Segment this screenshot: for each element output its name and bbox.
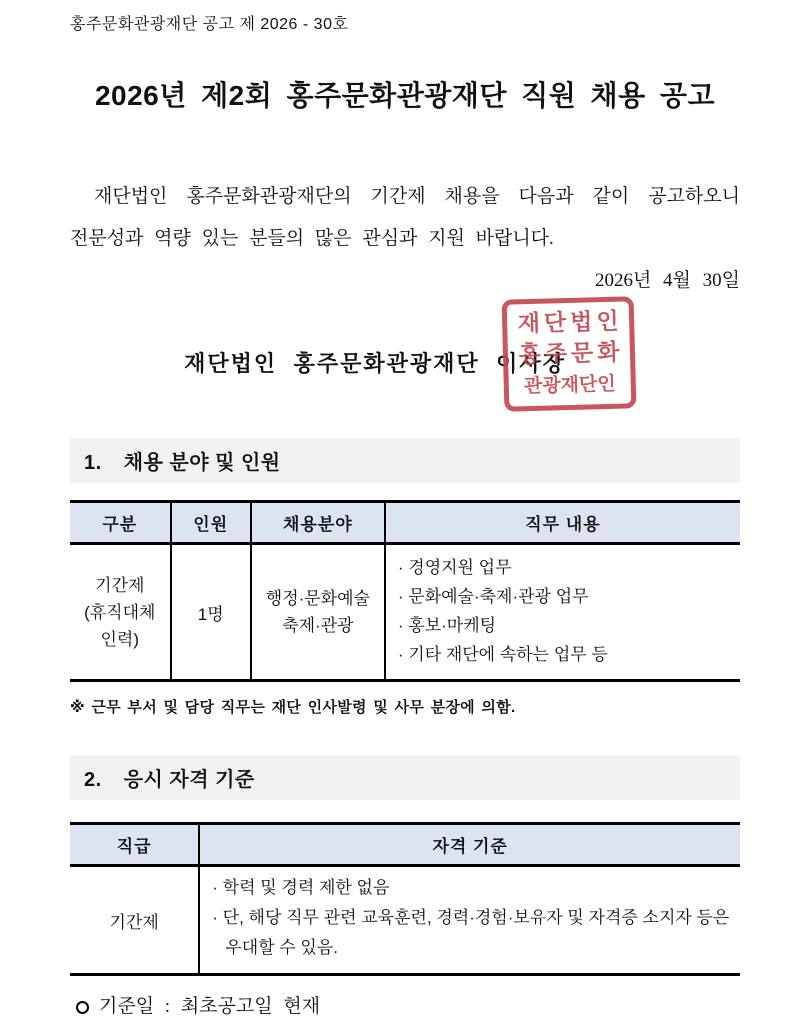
section-title: 응시 자격 기준 — [123, 769, 255, 791]
col-header-duties: 직무 내용 — [385, 502, 740, 544]
duty-item: · 기타 재단에 속하는 업무 등 — [397, 645, 608, 664]
section-heading-2 — [70, 755, 740, 800]
official-seal-stamp — [502, 296, 637, 411]
col-header-criteria: 자격 기준 — [199, 824, 740, 866]
table-note: ※ 근무 부서 및 담당 직무는 재단 인사발령 및 사무 분장에 의함. — [70, 699, 516, 716]
category-cell — [70, 544, 171, 681]
section-title: 채용 분야 및 인원 — [123, 452, 281, 474]
criteria-cell — [199, 866, 740, 975]
headcount-cell: 1명 — [171, 544, 251, 681]
signature-line: 재단법인 홍주문화관광재단 이사장 — [184, 351, 566, 376]
criteria-item: · 단, 해당 직무 관련 교육훈련, 경력·경험·보유자 및 자격증 소지자 등은 — [212, 908, 730, 927]
category-line: 인력) — [100, 629, 139, 649]
category-line: (휴직대체 — [84, 602, 156, 622]
col-header-field: 채용분야 — [251, 502, 385, 544]
grade-cell: 기간제 — [109, 912, 159, 932]
duties-cell — [385, 544, 740, 681]
base-date-text: 기준일 : 최초공고일 현재 — [99, 996, 321, 1017]
duty-item: · 문화예술·축제·관광 업무 — [397, 587, 589, 606]
field-line: 축제·관광 — [282, 616, 354, 635]
criteria-item: · 학력 및 경력 제한 없음 — [212, 878, 390, 897]
base-date-line — [70, 994, 740, 1020]
duty-item: · 홍보·마케팅 — [397, 616, 497, 635]
signature-block — [70, 296, 740, 436]
table-header-row — [70, 824, 740, 866]
seal-text-line: 재단법인 — [517, 308, 623, 336]
table-row — [70, 544, 740, 681]
field-cell — [251, 544, 385, 681]
section-heading-1 — [70, 438, 740, 483]
intro-line-2: 전문성과 역량 있는 분들의 많은 관심과 지원 바랍니다. — [70, 228, 554, 249]
duty-item: · 경영지원 업무 — [397, 558, 512, 577]
intro-line-1: 재단법인 홍주문화관광재단의 기간제 채용을 다음과 같이 공고하오니 — [94, 186, 740, 207]
doc-number: 홍주문화관광재단 공고 제 2026 - 30호 — [70, 16, 349, 33]
table-header-row — [70, 502, 740, 544]
table-row — [70, 866, 740, 975]
announcement-date: 2026년 4월 30일 — [594, 270, 740, 291]
page-title: 2026년 제2회 홍주문화관광재단 직원 채용 공고 — [94, 80, 716, 111]
col-header-grade: 직급 — [70, 824, 199, 866]
col-header-headcount: 인원 — [171, 502, 251, 544]
col-header-category: 구분 — [70, 502, 171, 544]
section-number: 2. — [84, 769, 102, 791]
criteria-item: 우대할 수 있음. — [225, 938, 338, 957]
seal-text-line: 관광재단인 — [523, 373, 616, 397]
section-number: 1. — [84, 452, 102, 474]
qualification-table — [70, 822, 740, 976]
seal-text-line: 홍주문화 — [518, 339, 624, 368]
field-line: 행정·문화예술 — [265, 589, 370, 608]
category-line: 기간제 — [95, 575, 145, 595]
circle-bullet-icon — [76, 1001, 89, 1014]
recruitment-table — [70, 500, 740, 682]
